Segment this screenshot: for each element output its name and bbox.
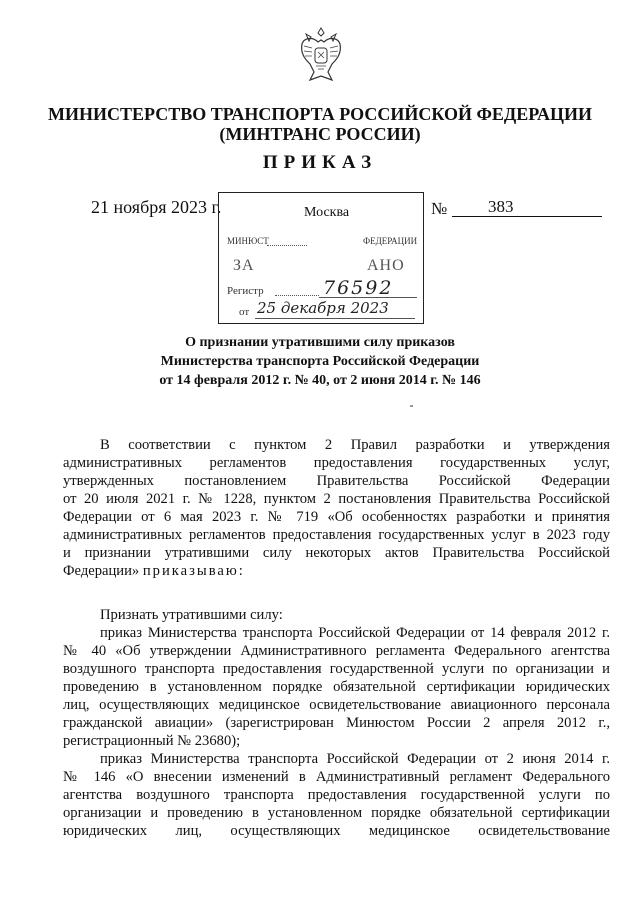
text-line: агентства воздушного транспорта предоставления государственной услуги по	[63, 787, 610, 803]
text-line: административных регламентов предоставления государственных услуг в 2023 году	[63, 527, 610, 543]
city: Москва	[304, 205, 350, 220]
order-title: ПРИКАЗ	[262, 152, 378, 173]
order-number-underline	[452, 216, 602, 217]
stamp-line2-right: АНО	[367, 257, 405, 274]
text-line: проведению в установленном порядке обязательной сертификации юридических	[63, 679, 610, 695]
text-line: воздушного транспорта предоставления государственной услуги по организации и	[63, 661, 610, 677]
text-line	[63, 562, 610, 580]
stamp-reg-dots	[275, 295, 319, 296]
text-line: административных регламентов предоставления государственных услуг,	[63, 455, 610, 471]
stamp-date-label: от	[239, 306, 250, 318]
stamp-reg-underline	[319, 297, 417, 298]
text-line: приказ Министерства транспорта Российской Федерации от 14 февраля 2012 г.	[100, 625, 610, 641]
text-line: юридических лиц, осуществляющих медицинское освидетельствование	[63, 823, 610, 839]
text-line: В соответствии с пунктом 2 Правил разработки и утверждения	[100, 437, 610, 453]
text-line: лиц, осуществляющих медицинское освидетельствование авиационного персонала	[63, 697, 610, 713]
stamp-reg-number: 76592	[323, 277, 394, 299]
subject-line: О признании утратившими силу приказов	[185, 335, 455, 350]
stamp-date-underline	[255, 318, 415, 319]
stamp-line1-left: МИНЮСТ	[227, 236, 269, 246]
stamp-faded-text	[267, 245, 307, 246]
stamp-reg-label: Регистр	[227, 285, 264, 297]
preamble-last-words: Федерации»	[63, 563, 140, 579]
text-line: и признании утратившими силу некоторых актов Правительства Российской	[63, 545, 610, 561]
stamp-line2-left: ЗА	[233, 257, 255, 274]
preamble-paragraph	[63, 436, 610, 580]
text-line: от 20 июля 2021 г. № 1228, пунктом 2 постановления Правительства Российской	[63, 491, 610, 507]
stamp-date: 25 декабря 2023	[257, 299, 389, 317]
body-intro: Признать утратившими силу:	[100, 607, 283, 623]
order-number: 383	[488, 197, 514, 216]
text-line: Федерации от 6 мая 2023 г. № 719 «Об особенностях разработки и принятия	[63, 509, 610, 525]
stamp-line1-right: ФЕДЕРАЦИИ	[363, 236, 418, 246]
text-line: № 40 «Об утверждении Административного регламента Федерального агентства	[63, 643, 610, 659]
order-number-label: №	[431, 199, 448, 218]
subject-line: Министерства транспорта Российской Федерации	[160, 354, 480, 369]
text-line: организации и проведению в установленном порядке обязательной сертификации	[63, 805, 610, 821]
order-subject	[80, 333, 560, 390]
text-line: гражданской авиации» (зарегистрирован Минюстом России 2 апреля 2012 г.,	[63, 715, 610, 731]
coat-of-arms-emblem	[298, 26, 344, 84]
order-verb: приказываю:	[142, 563, 245, 579]
scan-speck	[410, 405, 413, 407]
ministry-name: МИНИСТЕРСТВО ТРАНСПОРТА РОССИЙСКОЙ ФЕДЕРАЦИИ	[47, 104, 593, 124]
text-line: № 146 «О внесении изменений в Административный регламент Федерального	[63, 769, 610, 785]
text-line: регистрационный № 23680);	[63, 733, 241, 749]
text-line: приказ Министерства транспорта Российской Федерации от 2 июня 2014 г.	[100, 751, 610, 767]
subject-line: от 14 февраля 2012 г. № 40, от 2 июня 2014 г. № 146	[159, 373, 481, 388]
order-date: 21 ноября 2023 г.	[91, 197, 222, 217]
order-body	[63, 606, 610, 840]
text-line: утвержденных постановлением Правительства Российской Федерации	[63, 473, 610, 489]
ministry-short-name: (МИНТРАНС РОССИИ)	[219, 124, 421, 144]
